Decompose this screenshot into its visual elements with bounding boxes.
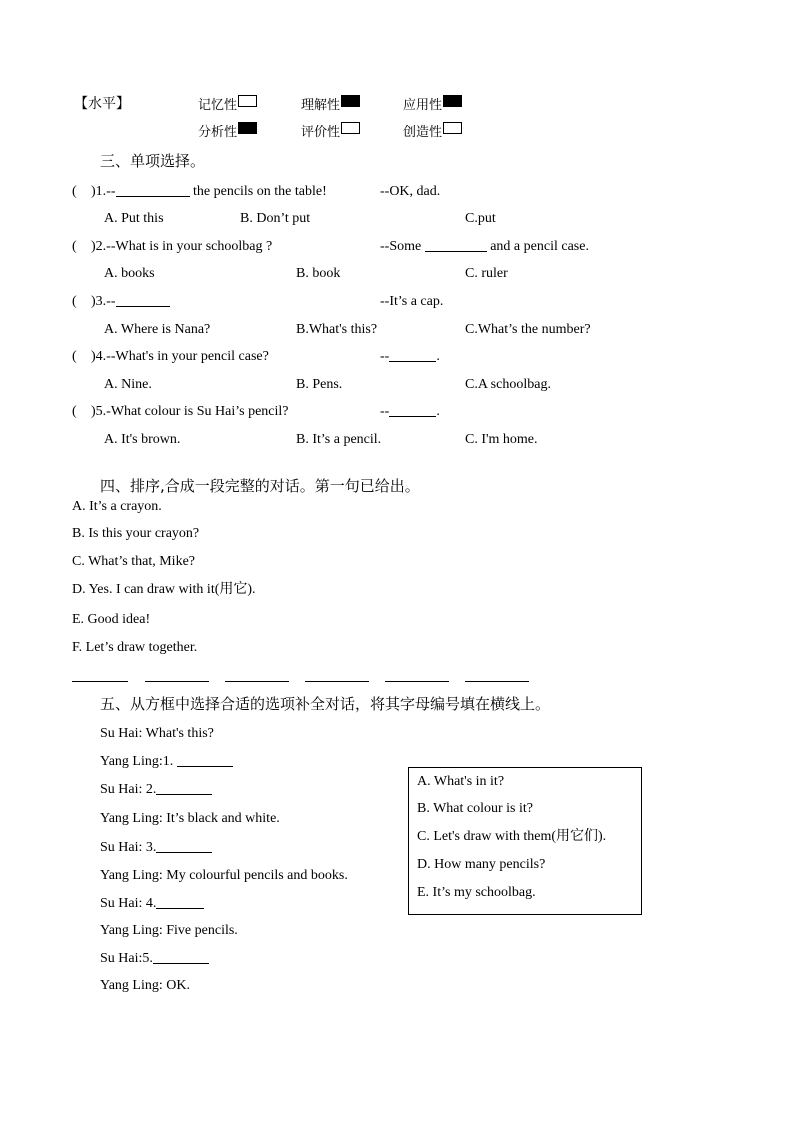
q4-reply: -- . <box>380 349 440 364</box>
dialogue-line-4: Yang Ling: It’s black and white. <box>100 811 280 826</box>
order-blank-5[interactable] <box>385 681 449 682</box>
answer-blank[interactable] <box>116 293 170 307</box>
level-item-application: 应用性 <box>403 95 462 115</box>
q5-question: )5.-What colour is Su Hai’s pencil? <box>91 404 289 419</box>
answer-blank[interactable] <box>389 348 436 362</box>
level-item-memory: 记忆性 <box>198 95 257 115</box>
q5-option-a[interactable]: A. It's brown. <box>104 432 181 447</box>
level-item-creation: 创造性 <box>403 122 462 142</box>
q2-paren: ( <box>72 239 77 254</box>
q1-reply: --OK, dad. <box>380 184 441 199</box>
filled-checkbox-icon <box>443 95 462 107</box>
dialogue-line-6: Yang Ling: My colourful pencils and books. <box>100 868 348 883</box>
level-item-understanding: 理解性 <box>301 95 360 115</box>
q5-option-b[interactable]: B. It’s a pencil. <box>296 432 382 447</box>
box-option-c: C. Let's draw with them(用它们). <box>417 829 607 844</box>
filled-checkbox-icon <box>341 95 360 107</box>
q4-option-b[interactable]: B. Pens. <box>296 377 343 392</box>
box-option-e: E. It’s my schoolbag. <box>417 885 536 900</box>
q4-option-c[interactable]: C.A schoolbag. <box>465 377 551 392</box>
level-item-evaluation: 评价性 <box>301 122 360 142</box>
level-label: 【水平】 <box>74 96 130 112</box>
q2-option-b[interactable]: B. book <box>296 266 341 281</box>
q5-paren: ( <box>72 404 77 419</box>
q2-reply: --Some and a pencil case. <box>380 239 589 254</box>
q2-option-c[interactable]: C. ruler <box>465 266 508 281</box>
q3-paren: ( <box>72 294 77 309</box>
q1-option-a[interactable]: A. Put this <box>104 211 164 226</box>
dialogue-line-1: Su Hai: What's this? <box>100 726 214 741</box>
q5-option-c[interactable]: C. I'm home. <box>465 432 538 447</box>
empty-checkbox-icon <box>341 122 360 134</box>
q1-question: )1.-- the pencils on the table! <box>91 184 327 199</box>
sentence-e: E. Good idea! <box>72 612 151 627</box>
box-option-a: A. What's in it? <box>417 774 505 789</box>
q4-option-a[interactable]: A. Nine. <box>104 377 152 392</box>
q3-option-b[interactable]: B.What's this? <box>296 322 378 337</box>
dialogue-line-9: Su Hai:5. <box>100 950 209 968</box>
section5-title: 五、从方框中选择合适的选项补全对话，将其字母编号填在横线上。 <box>100 695 551 713</box>
empty-checkbox-icon <box>238 95 257 107</box>
q1-option-c[interactable]: C.put <box>465 211 496 226</box>
box-option-d: D. How many pencils? <box>417 857 546 872</box>
sentence-a: A. It’s a crayon. <box>72 499 162 514</box>
dialogue-line-7: Su Hai: 4. <box>100 895 204 913</box>
answer-blank[interactable] <box>116 183 190 197</box>
dialogue-line-8: Yang Ling: Five pencils. <box>100 923 238 938</box>
order-blank-2[interactable] <box>145 681 209 682</box>
q2-option-a[interactable]: A. books <box>104 266 155 281</box>
sentence-c: C. What’s that, Mike? <box>72 554 195 569</box>
box-option-b: B. What colour is it? <box>417 801 533 816</box>
q1-option-b[interactable]: B. Don’t put <box>240 211 311 226</box>
order-blank-3[interactable] <box>225 681 289 682</box>
answer-blank[interactable] <box>156 895 204 909</box>
sentence-f: F. Let’s draw together. <box>72 640 198 655</box>
sentence-d: D. Yes. I can draw with it(用它). <box>72 582 256 597</box>
q4-question: )4.--What's in your pencil case? <box>91 349 269 364</box>
section3-title: 三、单项选择。 <box>100 152 206 170</box>
q3-option-c[interactable]: C.What’s the number? <box>465 322 591 337</box>
dialogue-line-5: Su Hai: 3. <box>100 839 212 857</box>
q3-option-a[interactable]: A. Where is Nana? <box>104 322 211 337</box>
answer-blank[interactable] <box>177 753 233 767</box>
dialogue-line-2: Yang Ling:1. <box>100 753 233 771</box>
answer-blank[interactable] <box>389 403 436 417</box>
level-item-analysis: 分析性 <box>198 122 257 142</box>
q1-paren: ( <box>72 184 77 199</box>
answer-blank[interactable] <box>156 781 212 795</box>
q3-reply: --It’s a cap. <box>380 294 444 309</box>
filled-checkbox-icon <box>238 122 257 134</box>
q4-paren: ( <box>72 349 77 364</box>
answer-blank[interactable] <box>153 950 209 964</box>
q2-question: )2.--What is in your schoolbag ? <box>91 239 273 254</box>
dialogue-line-3: Su Hai: 2. <box>100 781 212 799</box>
q3-question: )3.-- <box>91 293 170 311</box>
dialogue-line-10: Yang Ling: OK. <box>100 978 190 993</box>
sentence-b: B. Is this your crayon? <box>72 526 200 541</box>
q5-reply: -- . <box>380 404 440 419</box>
empty-checkbox-icon <box>443 122 462 134</box>
order-blank-1[interactable] <box>72 681 128 682</box>
answer-blank[interactable] <box>156 839 212 853</box>
order-blank-6[interactable] <box>465 681 529 682</box>
section4-title: 四、排序,合成一段完整的对话。第一句已给出。 <box>100 477 420 495</box>
answer-blank[interactable] <box>425 238 487 252</box>
order-blank-4[interactable] <box>305 681 369 682</box>
